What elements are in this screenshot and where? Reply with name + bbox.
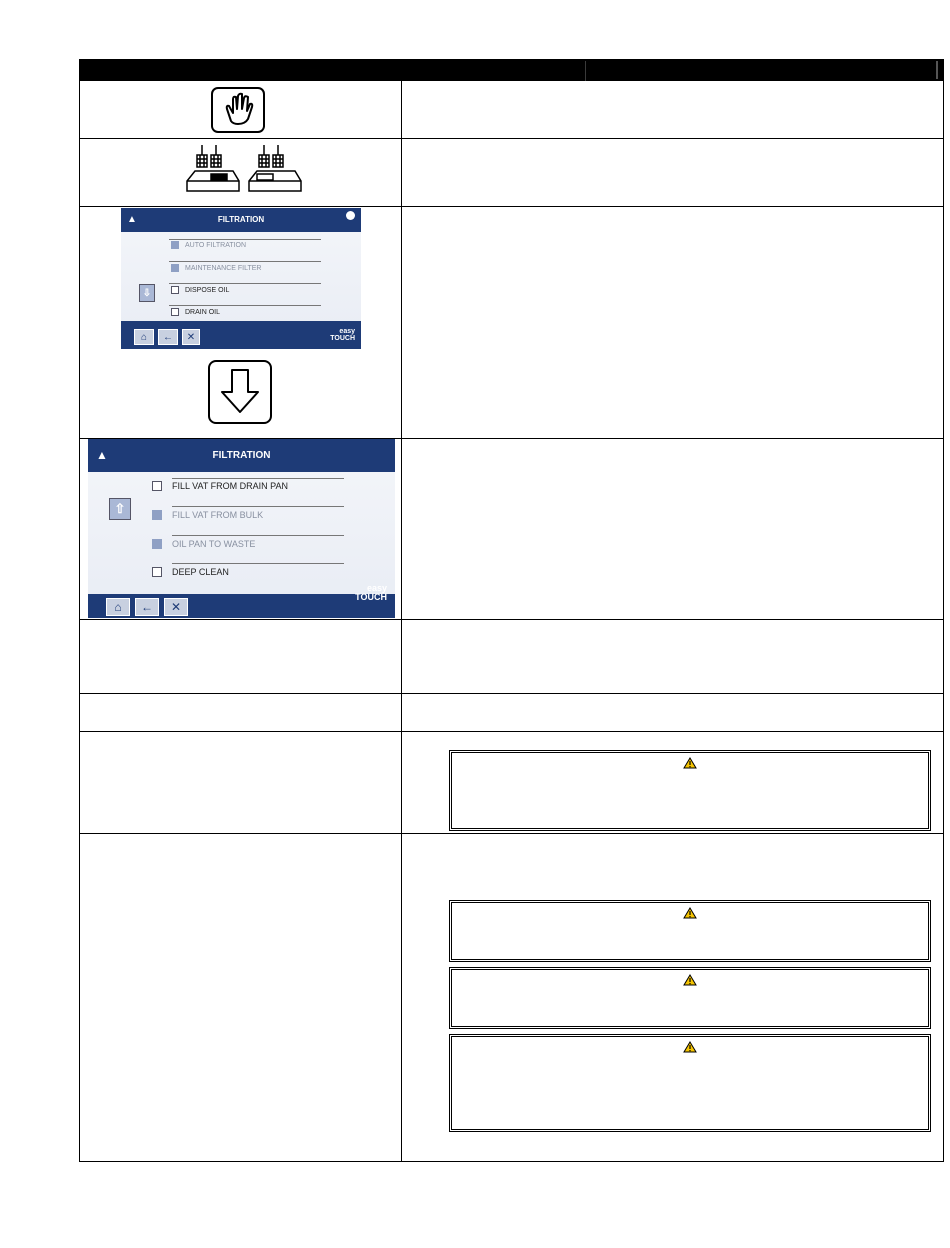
menu-item-dispose-oil[interactable]: DISPOSE OIL: [171, 286, 229, 294]
menu-item-oil-pan-to-waste[interactable]: OIL PAN TO WASTE: [152, 539, 255, 549]
menu-item-drain-oil[interactable]: DRAIN OIL: [171, 308, 220, 316]
menu-item-fill-vat-drain-pan[interactable]: FILL VAT FROM DRAIN PAN: [152, 481, 288, 491]
table-row: [79, 834, 944, 1162]
table-row: [79, 139, 944, 207]
warning-triangle-icon: [683, 907, 697, 919]
table-row: [79, 732, 944, 834]
company-logo-icon: ▲: [127, 214, 137, 225]
brand-touch: TOUCH: [330, 335, 355, 342]
company-logo-icon: ▲: [96, 448, 108, 462]
table-row: [79, 207, 944, 439]
screen-title: FILTRATION: [212, 450, 271, 461]
back-button[interactable]: ←: [135, 598, 159, 616]
brand-easy: easy: [366, 583, 387, 593]
warning-box: [449, 900, 931, 962]
menu-item-deep-clean[interactable]: DEEP CLEAN: [152, 567, 229, 577]
screen-title: FILTRATION: [217, 215, 265, 224]
warning-box: [449, 967, 931, 1029]
tools-button[interactable]: ✕: [164, 598, 188, 616]
warning-triangle-icon: [683, 974, 697, 986]
home-button[interactable]: ⌂: [106, 598, 130, 616]
filtration-screen-page1: [121, 208, 361, 349]
down-arrow-icon: [208, 360, 272, 424]
brand-touch: TOUCH: [355, 592, 387, 602]
warning-triangle-icon: [683, 1041, 697, 1053]
status-dot-icon: [346, 211, 355, 220]
fryer-vat-basket-icon: [185, 141, 305, 197]
procedure-table: [79, 59, 944, 1162]
warning-box: [449, 1034, 931, 1132]
warning-triangle-icon: [683, 757, 697, 769]
home-button[interactable]: ⌂: [134, 329, 154, 345]
touch-hand-icon: [211, 87, 265, 133]
scroll-up-button[interactable]: ⇧: [109, 498, 131, 520]
filtration-screen-page2: [88, 439, 395, 618]
scroll-down-button[interactable]: ⇩: [139, 284, 155, 302]
brand-easy: easy: [339, 328, 355, 335]
tools-button[interactable]: ✕: [182, 329, 200, 345]
table-row: [79, 439, 944, 620]
menu-item-auto-filtration[interactable]: AUTO FILTRATION: [171, 241, 246, 249]
menu-item-fill-vat-bulk[interactable]: FILL VAT FROM BULK: [152, 510, 263, 520]
warning-box: [449, 750, 931, 831]
table-header: [79, 59, 944, 81]
back-button[interactable]: ←: [158, 329, 178, 345]
table-row: [79, 694, 944, 732]
menu-item-maintenance-filter[interactable]: MAINTENANCE FILTER: [171, 264, 262, 272]
table-row: [79, 620, 944, 694]
table-row: [79, 81, 944, 139]
